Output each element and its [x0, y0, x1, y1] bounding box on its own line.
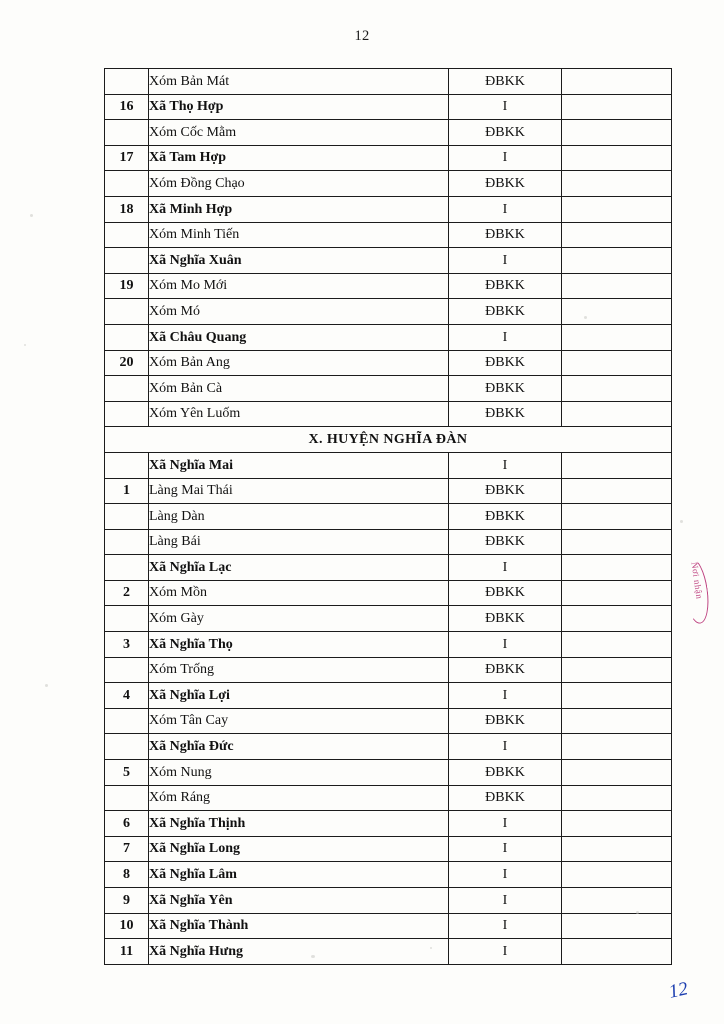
area-code-cell: ĐBKK — [449, 350, 562, 376]
area-code-cell: ĐBKK — [449, 657, 562, 683]
note-cell — [562, 273, 672, 299]
table-row — [105, 734, 672, 760]
table-row — [105, 529, 672, 555]
table-row — [105, 760, 672, 786]
row-index-cell: 3 — [105, 632, 149, 658]
note-cell — [562, 632, 672, 658]
note-cell — [562, 299, 672, 325]
row-index-cell — [105, 171, 149, 197]
note-cell — [562, 69, 672, 95]
table-row — [105, 580, 672, 606]
table-row — [105, 145, 672, 171]
unit-name-cell: Xã Tam Hợp — [149, 145, 449, 171]
unit-name-cell: Xã Nghĩa Lợi — [149, 683, 449, 709]
scan-speck — [680, 520, 683, 523]
scan-speck — [30, 214, 33, 217]
row-index-cell: 4 — [105, 683, 149, 709]
note-cell — [562, 504, 672, 530]
row-index-cell: 11 — [105, 939, 149, 965]
area-code-cell: I — [449, 324, 562, 350]
administrative-units-table — [104, 68, 672, 965]
area-code-cell: I — [449, 836, 562, 862]
area-code-cell: ĐBKK — [449, 580, 562, 606]
unit-name-cell: Làng Bái — [149, 529, 449, 555]
table-row — [105, 171, 672, 197]
row-index-cell: 18 — [105, 196, 149, 222]
area-code-cell: I — [449, 94, 562, 120]
note-cell — [562, 478, 672, 504]
note-cell — [562, 376, 672, 402]
unit-name-cell: Xóm Nung — [149, 760, 449, 786]
administrative-units-table-wrapper — [104, 68, 671, 965]
note-cell — [562, 94, 672, 120]
row-index-cell — [105, 376, 149, 402]
note-cell — [562, 452, 672, 478]
area-code-cell: I — [449, 734, 562, 760]
unit-name-cell: Làng Dàn — [149, 504, 449, 530]
table-row — [105, 913, 672, 939]
row-index-cell — [105, 555, 149, 581]
row-index-cell — [105, 606, 149, 632]
area-code-cell: I — [449, 196, 562, 222]
note-cell — [562, 913, 672, 939]
table-row — [105, 657, 672, 683]
area-code-cell: ĐBKK — [449, 222, 562, 248]
unit-name-cell: Xã Nghĩa Đức — [149, 734, 449, 760]
table-row — [105, 836, 672, 862]
area-code-cell: I — [449, 555, 562, 581]
area-code-cell: ĐBKK — [449, 401, 562, 427]
row-index-cell: 9 — [105, 888, 149, 914]
note-cell — [562, 555, 672, 581]
note-cell — [562, 657, 672, 683]
unit-name-cell: Xóm Bản Cà — [149, 376, 449, 402]
area-code-cell: ĐBKK — [449, 708, 562, 734]
table-row — [105, 69, 672, 95]
scan-speck — [636, 911, 639, 914]
ink-stamp — [672, 546, 718, 640]
note-cell — [562, 120, 672, 146]
scan-speck — [311, 955, 315, 958]
area-code-cell: I — [449, 888, 562, 914]
table-row — [105, 478, 672, 504]
row-index-cell: 7 — [105, 836, 149, 862]
unit-name-cell: Làng Mai Thái — [149, 478, 449, 504]
table-row — [105, 248, 672, 274]
table-row — [105, 555, 672, 581]
table-row — [105, 94, 672, 120]
unit-name-cell: Xã Nghĩa Lạc — [149, 555, 449, 581]
unit-name-cell: Xóm Tân Cay — [149, 708, 449, 734]
table-section-row — [105, 427, 672, 453]
row-index-cell — [105, 504, 149, 530]
table-row — [105, 708, 672, 734]
unit-name-cell: Xã Nghĩa Xuân — [149, 248, 449, 274]
row-index-cell — [105, 222, 149, 248]
row-index-cell — [105, 785, 149, 811]
stamp-text: Nơi nhận — [689, 561, 705, 600]
table-row — [105, 299, 672, 325]
unit-name-cell: Xã Nghĩa Thịnh — [149, 811, 449, 837]
note-cell — [562, 785, 672, 811]
table-row — [105, 222, 672, 248]
table-row — [105, 683, 672, 709]
note-cell — [562, 606, 672, 632]
row-index-cell: 20 — [105, 350, 149, 376]
note-cell — [562, 862, 672, 888]
unit-name-cell: Xã Nghĩa Thọ — [149, 632, 449, 658]
area-code-cell: ĐBKK — [449, 120, 562, 146]
table-row — [105, 120, 672, 146]
area-code-cell: ĐBKK — [449, 376, 562, 402]
area-code-cell: I — [449, 452, 562, 478]
scan-speck — [24, 344, 26, 346]
table-row — [105, 862, 672, 888]
unit-name-cell: Xóm Minh Tiến — [149, 222, 449, 248]
row-index-cell — [105, 657, 149, 683]
unit-name-cell: Xóm Cốc Mằm — [149, 120, 449, 146]
note-cell — [562, 760, 672, 786]
note-cell — [562, 836, 672, 862]
row-index-cell: 19 — [105, 273, 149, 299]
unit-name-cell: Xóm Mo Mới — [149, 273, 449, 299]
note-cell — [562, 401, 672, 427]
unit-name-cell: Xóm Mồn — [149, 580, 449, 606]
table-row — [105, 785, 672, 811]
table-row — [105, 606, 672, 632]
area-code-cell: ĐBKK — [449, 785, 562, 811]
row-index-cell — [105, 529, 149, 555]
note-cell — [562, 811, 672, 837]
scan-speck — [584, 316, 587, 319]
note-cell — [562, 145, 672, 171]
unit-name-cell: Xã Minh Hợp — [149, 196, 449, 222]
area-code-cell: I — [449, 683, 562, 709]
table-row — [105, 888, 672, 914]
area-code-cell: ĐBKK — [449, 760, 562, 786]
area-code-cell: I — [449, 145, 562, 171]
unit-name-cell: Xã Châu Quang — [149, 324, 449, 350]
note-cell — [562, 939, 672, 965]
row-index-cell: 16 — [105, 94, 149, 120]
row-index-cell: 17 — [105, 145, 149, 171]
table-row — [105, 811, 672, 837]
row-index-cell — [105, 452, 149, 478]
area-code-cell: ĐBKK — [449, 504, 562, 530]
page-number: 12 — [354, 28, 370, 44]
table-row — [105, 504, 672, 530]
row-index-cell: 8 — [105, 862, 149, 888]
table-row — [105, 452, 672, 478]
handwritten-page-number: 12 — [666, 978, 690, 1003]
note-cell — [562, 324, 672, 350]
table-row — [105, 632, 672, 658]
row-index-cell — [105, 120, 149, 146]
scan-speck — [45, 684, 48, 687]
note-cell — [562, 248, 672, 274]
note-cell — [562, 888, 672, 914]
row-index-cell: 10 — [105, 913, 149, 939]
note-cell — [562, 196, 672, 222]
area-code-cell: ĐBKK — [449, 299, 562, 325]
area-code-cell: I — [449, 248, 562, 274]
area-code-cell: ĐBKK — [449, 171, 562, 197]
unit-name-cell: Xã Nghĩa Hưng — [149, 939, 449, 965]
note-cell — [562, 734, 672, 760]
unit-name-cell: Xã Nghĩa Lâm — [149, 862, 449, 888]
unit-name-cell: Xóm Bản Mát — [149, 69, 449, 95]
area-code-cell: I — [449, 862, 562, 888]
unit-name-cell: Xóm Bản Ang — [149, 350, 449, 376]
row-index-cell — [105, 708, 149, 734]
table-row — [105, 196, 672, 222]
unit-name-cell: Xã Nghĩa Mai — [149, 452, 449, 478]
unit-name-cell: Xóm Ráng — [149, 785, 449, 811]
area-code-cell: ĐBKK — [449, 606, 562, 632]
section-title: X. HUYỆN NGHĨA ĐÀN — [105, 427, 672, 453]
note-cell — [562, 529, 672, 555]
row-index-cell — [105, 69, 149, 95]
unit-name-cell: Xã Nghĩa Long — [149, 836, 449, 862]
row-index-cell: 5 — [105, 760, 149, 786]
row-index-cell: 1 — [105, 478, 149, 504]
unit-name-cell: Xã Nghĩa Yên — [149, 888, 449, 914]
row-index-cell — [105, 324, 149, 350]
table-row — [105, 350, 672, 376]
table-row — [105, 273, 672, 299]
row-index-cell: 2 — [105, 580, 149, 606]
area-code-cell: ĐBKK — [449, 529, 562, 555]
unit-name-cell: Xóm Đồng Chạo — [149, 171, 449, 197]
unit-name-cell: Xóm Trống — [149, 657, 449, 683]
table-row — [105, 401, 672, 427]
row-index-cell — [105, 248, 149, 274]
row-index-cell — [105, 299, 149, 325]
note-cell — [562, 580, 672, 606]
table-row — [105, 376, 672, 402]
scan-speck — [430, 947, 432, 949]
note-cell — [562, 222, 672, 248]
unit-name-cell: Xóm Gày — [149, 606, 449, 632]
area-code-cell: I — [449, 632, 562, 658]
unit-name-cell: Xóm Mó — [149, 299, 449, 325]
area-code-cell: ĐBKK — [449, 69, 562, 95]
area-code-cell: I — [449, 811, 562, 837]
unit-name-cell: Xóm Yên Luốm — [149, 401, 449, 427]
unit-name-cell: Xã Thọ Hợp — [149, 94, 449, 120]
note-cell — [562, 683, 672, 709]
area-code-cell: ĐBKK — [449, 478, 562, 504]
row-index-cell — [105, 734, 149, 760]
note-cell — [562, 171, 672, 197]
row-index-cell: 6 — [105, 811, 149, 837]
unit-name-cell: Xã Nghĩa Thành — [149, 913, 449, 939]
area-code-cell: I — [449, 939, 562, 965]
table-row — [105, 939, 672, 965]
note-cell — [562, 708, 672, 734]
table-body — [105, 69, 672, 965]
area-code-cell: ĐBKK — [449, 273, 562, 299]
row-index-cell — [105, 401, 149, 427]
note-cell — [562, 350, 672, 376]
area-code-cell: I — [449, 913, 562, 939]
table-row — [105, 324, 672, 350]
